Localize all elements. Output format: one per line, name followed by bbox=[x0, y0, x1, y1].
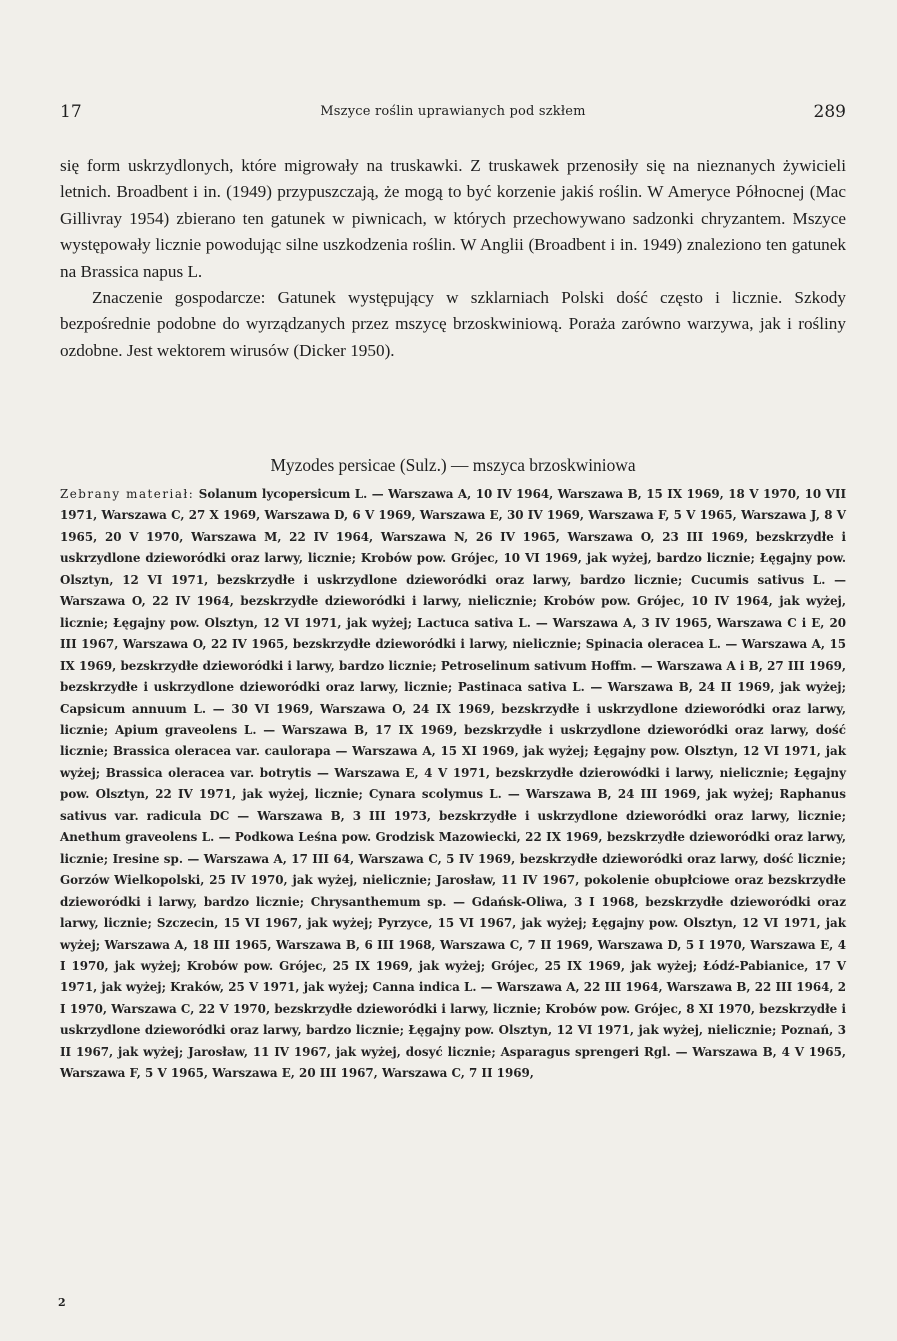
paragraph-1: się form uskrzydlonych, które migrowały na truskawki. Z truskawek przenosiły się na nieznanych żywicieli letnich. Broadbent i in. (1949) przypuszczają, że mogą to być korzenie jakiś roślin. W Ameryce Północnej (Mac Gillivray 1954) zbierano ten gatunek w piwnicach, w których przechowywano sadzonki chryzantem. Mszyce występowały licznie powodując silne uszkodzenia roślin. W Anglii (Broadbent i in. 1949) znaleziono ten gatunek na Brassica napus L. bbox=[60, 156, 846, 281]
paragraph-2: Znaczenie gospodarcze: Gatunek występujący w szklarniach Polski dość często i licznie. Szkody bezpośrednie podobne do wyrządzanych przez mszycę brzoskwiniową. Poraża zarówno warzywa, jak i rośliny ozdobne. Jest wektorem wirusów (Dicker 1950). bbox=[60, 288, 846, 360]
body-text bbox=[60, 153, 846, 364]
collected-material bbox=[60, 484, 846, 1085]
running-title: Mszyce roślin uprawianych pod szkłem bbox=[320, 104, 586, 119]
page-number-left: 17 bbox=[60, 102, 82, 122]
signature-mark: 2 bbox=[58, 1296, 66, 1309]
page-number-right: 289 bbox=[813, 102, 846, 122]
material-lead: Zebrany materiał: bbox=[60, 487, 195, 501]
section-title: Myzodes persicae (Sulz.) — mszyca brzoskwiniowa bbox=[270, 455, 636, 475]
material-text: Solanum lycopersicum L. — Warszawa A, 10 IV 1964, Warszawa B, 15 IX 1969, 18 V 1970, 10 VII 1971, Warszawa C, 27 X 1969, Warszawa D, 6 V 1969, Warszawa E, 30 IV 1969, Warszawa F, 5 V 1965, Warszawa J, 8 V 1965, 20 V 1970, Warszawa M, 22 IV 1964, Warszawa N, 26 IV 1965, Warszawa O, 23 III 1969, bezskrzydłe i uskrzydlone dzieworódki oraz larwy, licznie; Krobów pow. Grójec, 10 VI 1969, jak wyżej, bardzo licznie; Łęgajny pow. Olsztyn, 12 VI 1971, bezskrzydłe i uskrzydlone dzieworódki oraz larwy, bardzo licznie; Cucumis sativus L. — Warszawa O, 22 IV 1964, bezskrzydłe dzieworódki i larwy, nielicznie; Krobów pow. Grójec, 10 IV 1964, jak wyżej, licznie; Łęgajny pow. Olsztyn, 12 VI 1971, jak wyżej; Lactuca sativa L. — Warszawa A, 3 IV 1965, Warszawa C i E, 20 III 1967, Warszawa O, 22 IV 1965, bezskrzydłe dzieworódki i larwy, nielicznie; Spinacia oleracea L. — Warszawa A, 15 IX 1969, bezskrzydłe dzieworódki i larwy, bardzo licznie; Petroselinum sativum Hoffm. — Warszawa A i B, 27 III 1969, bezskrzydłe i uskrzydlone dzieworódki oraz larwy, licznie; Pastinaca sativa L. — Warszawa B, 24 II 1969, jak wyżej; Capsicum annuum L. — 30 VI 1969, Warszawa O, 24 IX 1969, bezskrzydłe i uskrzydlone dzieworódki oraz larwy, licznie; Apium graveolens L. — Warszawa B, 17 IX 1969, bezskrzydłe i uskrzydlone dzieworódki oraz larwy, dość licznie; Brassica oleracea var. caulorapa — Warszawa A, 15 XI 1969, jak wyżej; Łęgajny pow. Olsztyn, 12 VI 1971, jak wyżej; Brassica oleracea var. botrytis — Warszawa E, 4 V 1971, bezskrzydłe dzierowódki i larwy, nielicznie; Łęgajny pow. Olsztyn, 22 IV 1971, jak wyżej, licznie; Cynara scolymus L. — Warszawa B, 24 III 1969, jak wyżej; Raphanus sativus var. radicula DC — Warszawa B, 3 III 1973, bezskrzydłe i uskrzydlone dzieworódki oraz larwy, licznie; Anethum graveolens L. — Podkowa Leśna pow. Grodzisk Mazowiecki, 22 IX 1969, bezskrzydłe dzieworódki oraz larwy, licznie; Iresine sp. — Warszawa A, 17 III 64, Warszawa C, 5 IV 1969, bezskrzydłe dzieworódki oraz larwy, dość licznie; Gorzów Wielkopolski, 25 IV 1970, jak wyżej, nielicznie; Jarosław, 11 IV 1967, pokolenie obupłciowe oraz bezskrzydłe dzieworódki i larwy, bardzo licznie; Chrysanthemum sp. — Gdańsk-Oliwa, 3 I 1968, bezskrzydłe dzieworódki oraz larwy, licznie; Szczecin, 15 VI 1967, jak wyżej; Pyrzyce, 15 VI 1967, jak wyżej; Łęgajny pow. Olsztyn, 12 VI 1971, jak wyżej; Warszawa A, 18 III 1965, Warszawa B, 6 III 1968, Warszawa C, 7 II 1969, Warszawa D, 5 I 1970, Warszawa E, 4 I 1970, jak wyżej; Krobów pow. Grójec, 25 IX 1969, jak wyżej; Grójec, 25 IX 1969, jak wyżej; Łódź-Pabianice, 17 V 1971, jak wyżej; Kraków, 25 V 1971, jak wyżej; Canna indica L. — Warszawa A, 22 III 1964, Warszawa B, 22 III 1964, 2 I 1970, Warszawa C, 22 V 1970, bezskrzydłe dzieworódki i larwy, licznie; Krobów pow. Grójec, 8 XI 1970, bezskrzydłe i uskrzydlone dzieworódki oraz larwy, bardzo licznie; Łęgajny pow. Olsztyn, 12 VI 1971, jak wyżej, nielicznie; Poznań, 3 II 1967, jak wyżej; Jarosław, 11 IV 1967, jak wyżej, dosyć licznie; Asparagus sprengeri Rgl. — Warszawa B, 4 V 1965, Warszawa F, 5 V 1965, Warszawa E, 20 III 1967, Warszawa C, 7 II 1969, bbox=[60, 487, 847, 1081]
